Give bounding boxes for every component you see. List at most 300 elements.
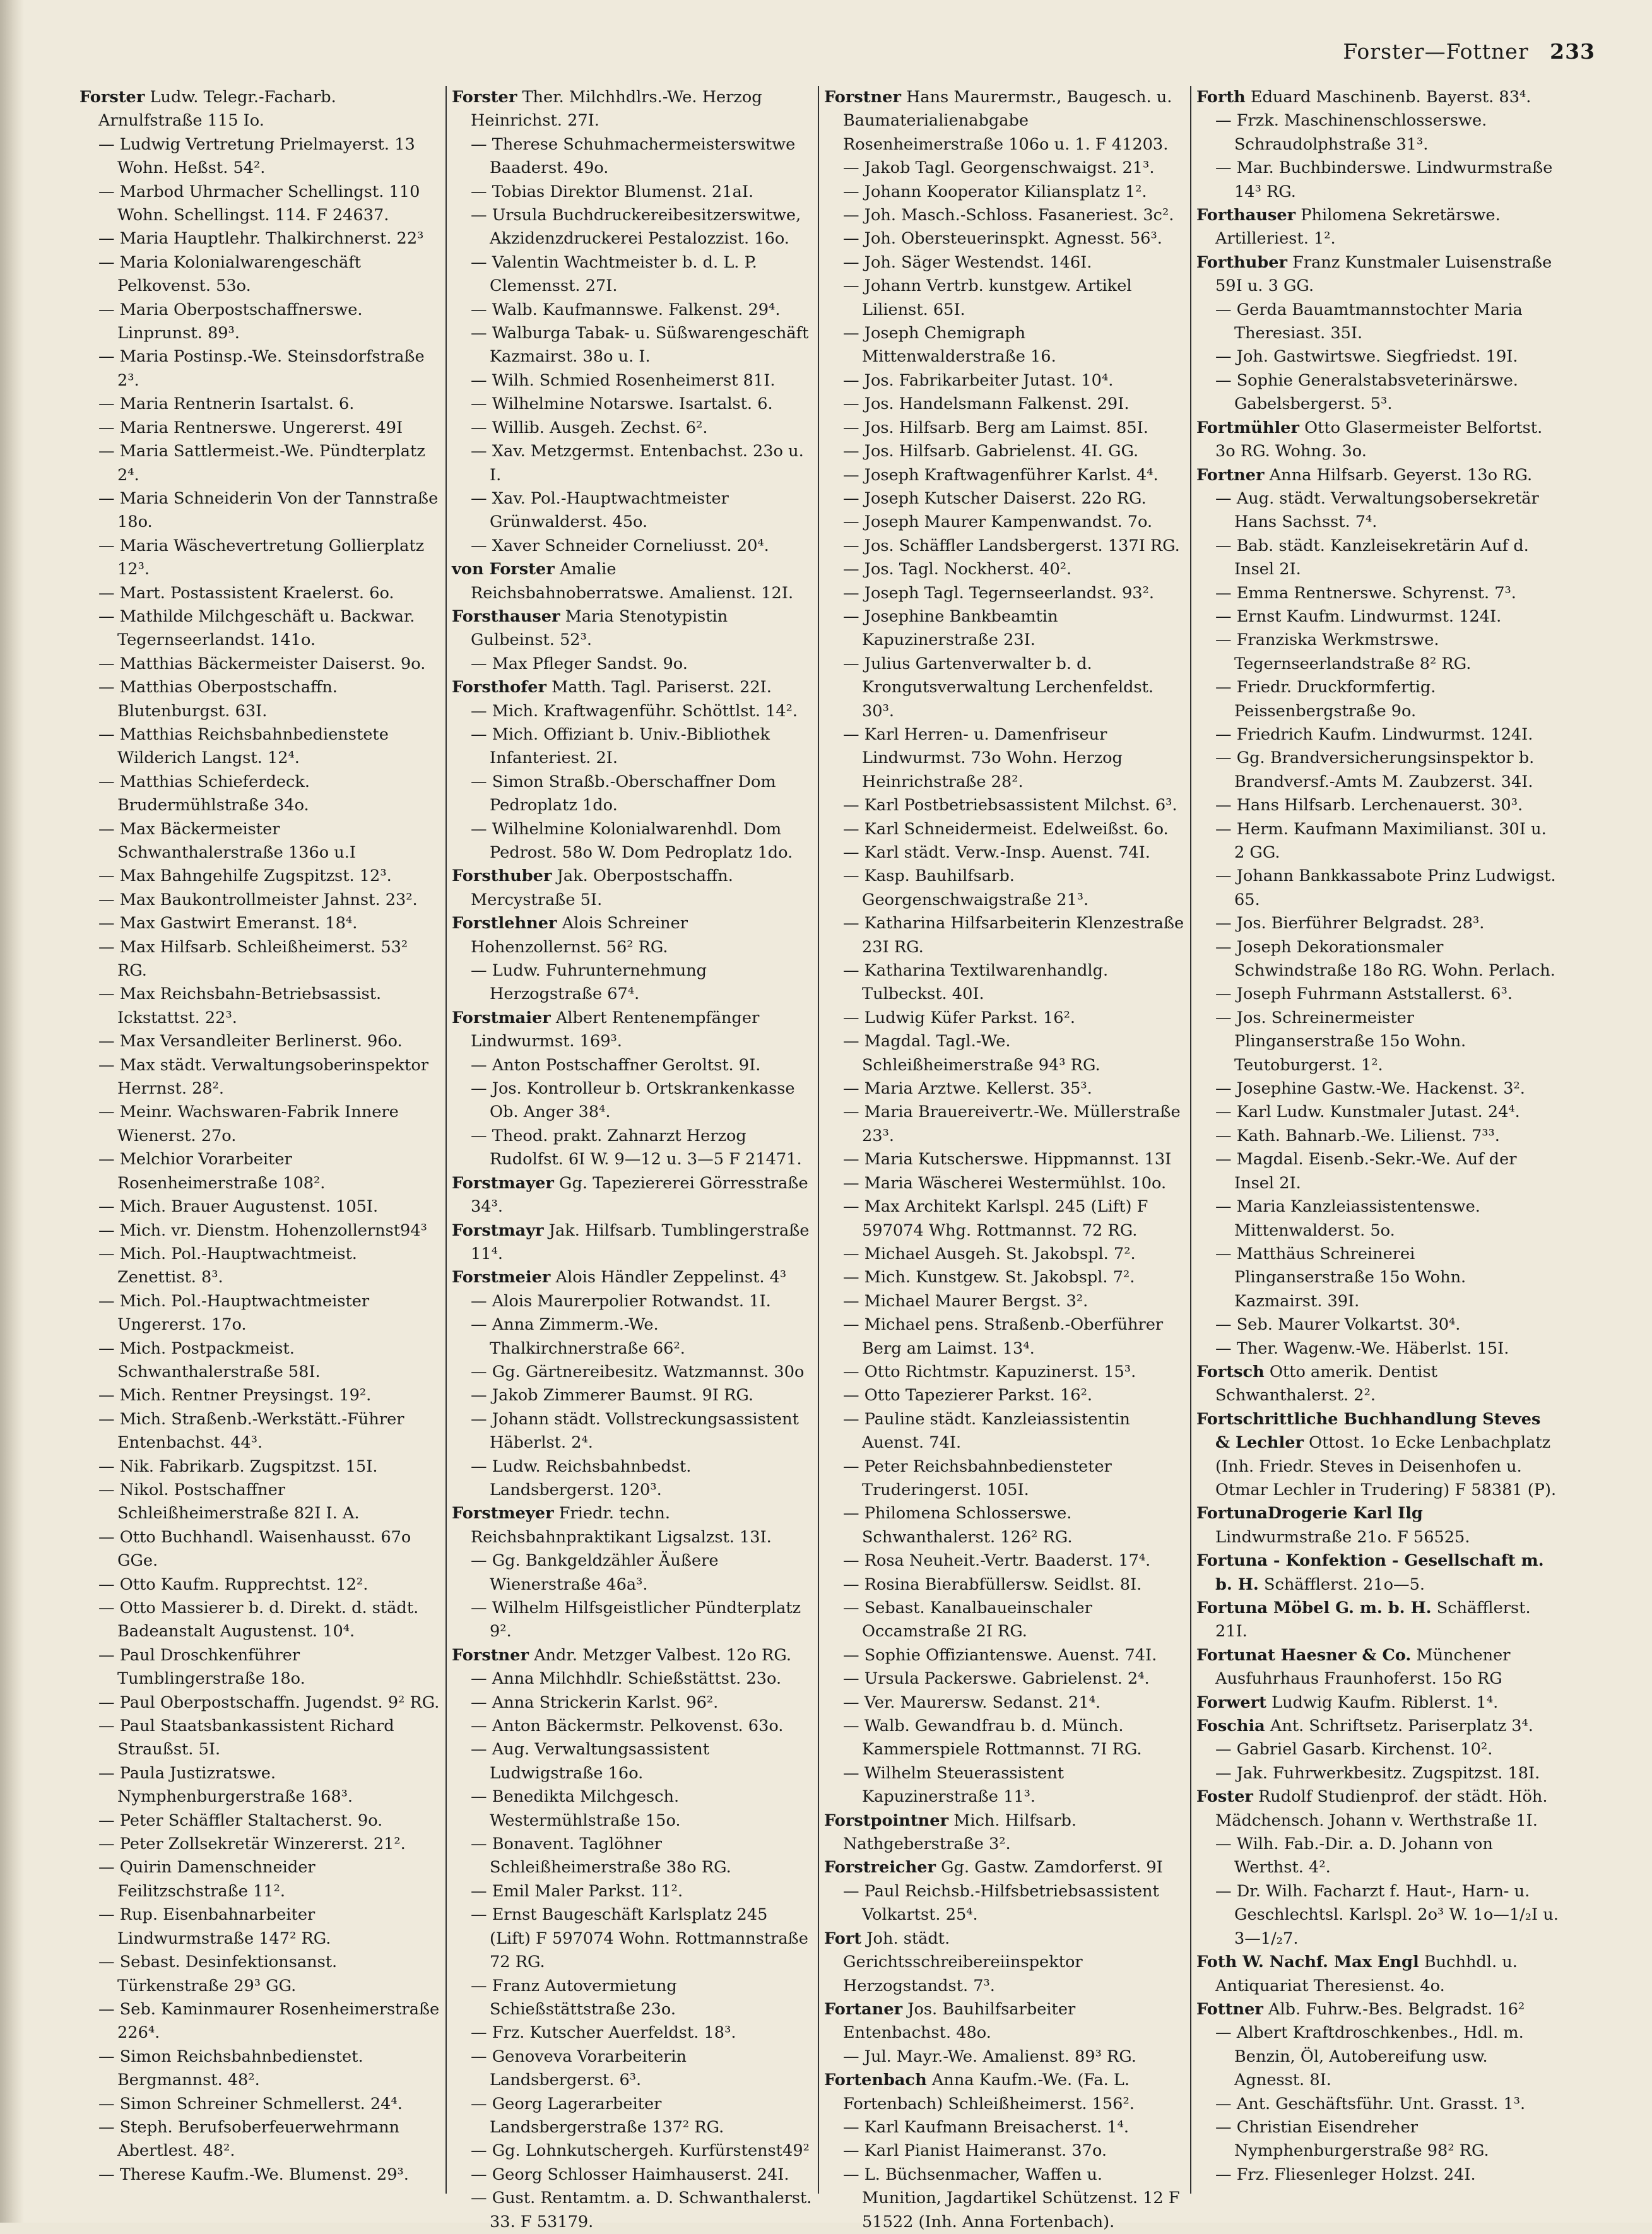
directory-entry <box>452 180 813 204</box>
directory-entry <box>80 653 440 676</box>
directory-entry <box>80 1408 440 1455</box>
entry-details: — Ursula Buchdruckereibesitzerswitwe, Akzidenzdruckerei Pestalozzist. 16o. <box>471 206 801 249</box>
entry-details: — Joh. Säger Westendst. 146I. <box>843 252 1092 272</box>
directory-entry <box>1196 936 1559 983</box>
entry-surname: Forthuber <box>1196 252 1288 272</box>
directory-entry <box>824 1455 1185 1503</box>
entry-details: — Matthäus Schreinerei Plinganserstraße 15o Wohn. Kazmairst. 39I. <box>1215 1244 1466 1311</box>
directory-entry <box>80 771 440 818</box>
entry-details: — Anton Bäckermstr. Pelkovenst. 63o. <box>471 1717 784 1736</box>
entry-details: — Meinr. Wachswaren-Fabrik Innere Wienerst. 27o. <box>98 1102 399 1145</box>
directory-entry <box>824 794 1185 817</box>
entry-surname: Forstmeier <box>452 1268 551 1287</box>
entry-details: — Rosina Bierabfüllersw. Seidlst. 8I. <box>843 1575 1142 1594</box>
entry-details: Matth. Tagl. Pariserst. 22I. <box>552 678 772 697</box>
directory-entry <box>1196 1762 1559 1785</box>
page-binding-edge <box>0 0 24 2223</box>
directory-entry <box>824 1502 1185 1549</box>
entry-details: — Maria Rentnerswe. Ungererst. 49I <box>98 418 403 437</box>
entry-details: — Kath. Bahnarb.-We. Lilienst. 7³³. <box>1215 1126 1500 1145</box>
entry-details: — Maria Kutscherswe. Hippmannst. 13I <box>843 1150 1172 1169</box>
directory-entry <box>1196 1361 1559 1408</box>
entry-details: — Mich. Rentner Preysingst. 19². <box>98 1386 372 1405</box>
directory-entry <box>1196 2021 1559 2092</box>
entry-details: — Mathilde Milchgeschäft u. Backwar. Tegernseerlandst. 141o. <box>98 606 415 650</box>
entry-details: — Max Baukontrollmeister Jahnst. 23². <box>98 890 418 909</box>
entry-details: — Mich. Kraftwagenführ. Schöttlst. 14². <box>471 701 798 721</box>
entry-details: — Melchior Vorarbeiter Rosenheimerstraße 108². <box>98 1150 326 1193</box>
directory-entry <box>80 865 440 888</box>
directory-entry <box>452 723 813 771</box>
directory-entry <box>80 1715 440 1762</box>
directory-entry <box>824 1809 1185 1857</box>
directory-entry <box>80 133 440 180</box>
entry-surname: von Forster <box>452 560 555 579</box>
entry-details: — Karl Herren- u. Damenfriseur Lindwurmst. 73o Wohn. Herzog Heinrichstraße 28². <box>843 724 1123 791</box>
directory-entry <box>80 1597 440 1644</box>
directory-entry <box>824 1880 1185 1927</box>
directory-entry <box>1196 1691 1559 1715</box>
entry-details: — Willib. Ausgeh. Zechst. 6². <box>471 418 708 437</box>
entry-details: — Gg. Brandversicherungsinspektor b. Brandversf.-Amts M. Zaubzerst. 34I. <box>1215 748 1535 791</box>
directory-entry <box>1196 818 1559 865</box>
directory-entry <box>452 1715 813 1738</box>
entry-surname: Forstreicher <box>824 1858 936 1877</box>
directory-entry <box>452 1975 813 2022</box>
entry-details: — Paul Staatsbankassistent Richard Straußst. 5I. <box>98 1717 394 1759</box>
directory-entry <box>80 1691 440 1715</box>
directory-entry <box>824 912 1185 959</box>
directory-entry <box>452 2163 813 2187</box>
entry-details: Rudolf Studienprof. der städt. Höh. Mädchensch. Johann v. Werthstraße 1I. <box>1215 1787 1548 1830</box>
directory-entry <box>80 1455 440 1479</box>
directory-entry <box>80 1219 440 1243</box>
directory-entry <box>80 2116 440 2163</box>
entry-details: — Gabriel Gasarb. Kirchenst. 10². <box>1215 1740 1493 1759</box>
entry-details: — Matthias Reichsbahnbedienstete Wilderich Langst. 12⁴. <box>98 724 389 768</box>
entry-details: Hans Maurermstr., Baugesch. u. Baumaterialienabgabe Rosenheimerstraße 106o u. 1. F 41203. <box>843 88 1172 154</box>
directory-entry <box>452 133 813 180</box>
entry-details: Otto amerik. Dentist Schwanthalerst. 2². <box>1215 1362 1437 1405</box>
directory-entry <box>1196 1998 1559 2021</box>
entry-details: — Joseph Kutscher Daiserst. 22o RG. <box>843 488 1147 508</box>
entry-details: — Mich. Pol.-Hauptwachtmeister Ungererst. 17o. <box>98 1291 370 1335</box>
directory-entry <box>452 1172 813 1219</box>
entry-details: Maria Stenotypistin Gulbeinst. 52³. <box>471 606 728 650</box>
directory-entry <box>1196 1195 1559 1243</box>
entry-details: — Matthias Oberpostschaffn. Blutenburgst. 63I. <box>98 678 338 721</box>
directory-entry <box>1196 983 1559 1006</box>
directory-entry <box>80 345 440 393</box>
directory-entry <box>452 1290 813 1313</box>
entry-details: — Johann Kooperator Kiliansplatz 1². <box>843 182 1147 201</box>
directory-entry <box>1196 1951 1559 1998</box>
directory-entry <box>824 511 1185 534</box>
directory-entry <box>80 393 440 416</box>
entry-details: — Max Gastwirt Emeranst. 18⁴. <box>98 914 358 933</box>
entry-details: — Mich. vr. Dienstm. Hohenzollernst94³ <box>98 1220 427 1240</box>
directory-entry <box>80 1030 440 1053</box>
entry-details: — Johann Vertrb. kunstgew. Artikel Lilienst. 65I. <box>843 276 1132 319</box>
entry-details: — Otto Kaufm. Rupprechtst. 12². <box>98 1575 369 1594</box>
entry-details: — Joseph Chemigraph Mittenwalderstraße 16. <box>843 324 1056 367</box>
entry-details: — Mich. Kunstgew. St. Jakobspl. 7². <box>843 1268 1135 1287</box>
directory-entry <box>80 1101 440 1148</box>
entry-details: — Therese Schuhmachermeisterswitwe Baaderst. 49o. <box>471 134 796 178</box>
entry-details: — Xav. Pol.-Hauptwachtmeister Grünwalderst. 45o. <box>471 488 729 532</box>
entry-details: — Peter Schäffler Staltacherst. 9o. <box>98 1811 383 1830</box>
entry-details: — Mart. Postassistent Kraelerst. 6o. <box>98 583 394 603</box>
entry-details: — Bab. städt. Kanzleisekretärin Auf d. Insel 2I. <box>1215 536 1529 579</box>
directory-entry <box>1196 464 1559 487</box>
entry-details: — Georg Lagerarbeiter Landsbergerstraße 137² RG. <box>471 2094 724 2137</box>
directory-entry <box>1196 1243 1559 1313</box>
entry-details: Lindwurmstraße 21o. F 56525. <box>1215 1527 1470 1547</box>
column-2 <box>447 86 819 2231</box>
directory-entry <box>452 1007 813 1054</box>
entry-surname: Foschia <box>1196 1717 1265 1736</box>
directory-entry <box>1196 1007 1559 1077</box>
directory-entry <box>824 1597 1185 1644</box>
entry-details: — Max Hilfsarb. Schleißheimerst. 53² RG. <box>98 937 408 981</box>
directory-entry <box>1196 2093 1559 2116</box>
entry-details: — Wilhelmine Notarswe. Isartalst. 6. <box>471 394 773 414</box>
entry-details: — Jos. Hilfsarb. Gabrielenst. 4I. GG. <box>843 442 1139 461</box>
directory-entry <box>80 676 440 723</box>
directory-entry <box>1196 1549 1559 1597</box>
directory-entry <box>80 2093 440 2116</box>
entry-details: — Nik. Fabrikarb. Zugspitzst. 15I. <box>98 1457 378 1476</box>
entry-details: — Max Pfleger Sandst. 9o. <box>471 654 688 673</box>
directory-entry <box>80 2163 440 2187</box>
entry-surname: Forth <box>1196 88 1246 107</box>
entry-details: — Jos. Handelsmann Falkenst. 29I. <box>843 394 1130 414</box>
directory-entry <box>824 1715 1185 1762</box>
directory-entry <box>824 464 1185 487</box>
entry-details: — Genoveva Vorarbeiterin Landsbergerst. 6³. <box>471 2047 687 2090</box>
entry-details: Jak. Oberpostschaffn. Mercystraße 5I. <box>471 866 733 909</box>
entry-details: — Hans Hilfsarb. Lerchenauerst. 30³. <box>1215 796 1523 815</box>
directory-entry <box>824 2139 1185 2163</box>
entry-details: — Mar. Buchbinderswe. Lindwurmstraße 14³ RG. <box>1215 158 1553 201</box>
entry-details: Eduard Maschinenb. Bayerst. 83⁴. <box>1250 88 1531 107</box>
entry-details: — Sebast. Desinfektionsanst. Türkenstraße 29³ GG. <box>98 1953 338 1995</box>
directory-entry <box>1196 1101 1559 1124</box>
directory-entry <box>824 605 1185 653</box>
directory-entry <box>824 2116 1185 2139</box>
entry-details: — Jakob Zimmerer Baumst. 9I RG. <box>471 1386 754 1405</box>
directory-entry <box>80 1856 440 1903</box>
entry-surname: Fort <box>824 1929 862 1948</box>
column-4 <box>1191 86 1564 2194</box>
entry-surname: FortunaDrogerie Karl Ilg <box>1196 1504 1423 1523</box>
directory-entry <box>80 1384 440 1407</box>
entry-details: — Alois Maurerpolier Rotwandst. 1I. <box>471 1291 771 1311</box>
directory-entry <box>824 227 1185 251</box>
entry-details: Gg. Tapeziererei Görresstraße 34³. <box>471 1173 808 1217</box>
entry-details: — Maria Sattlermeist.-We. Pündterplatz 2⁴. <box>98 442 425 485</box>
entry-details: — Xav. Metzgermst. Entenbachst. 23o u. I. <box>471 442 804 485</box>
entry-details: — Emma Rentnerswe. Schyrenst. 7³. <box>1215 583 1516 603</box>
entry-details: — Anton Postschaffner Geroltst. 9I. <box>471 1055 761 1075</box>
directory-entry <box>80 1903 440 1951</box>
entry-details: — Xaver Schneider Corneliusst. 20⁴. <box>471 536 769 555</box>
entry-details: — Nikol. Postschaffner Schleißheimerstraße 82I I. A. <box>98 1480 360 1523</box>
entry-details: — Quirin Damenschneider Feilitzschstraße 11². <box>98 1858 316 1901</box>
entry-details: — Maria Schneiderin Von der Tannstraße 18o. <box>98 488 439 532</box>
directory-entry <box>1196 629 1559 676</box>
directory-entry <box>452 1408 813 1455</box>
entry-details: — Matthias Bäckermeister Daiserst. 9o. <box>98 654 426 673</box>
directory-entry <box>80 251 440 298</box>
directory-entry <box>452 1502 813 1549</box>
entry-details: — Walburga Tabak- u. Süßwarengeschäft Kazmairst. 38o u. I. <box>471 324 809 367</box>
directory-entry <box>1196 1148 1559 1195</box>
entry-details: — Aug. Verwaltungsassistent Ludwigstraße 16o. <box>471 1740 710 1783</box>
entry-details: — Paul Oberpostschaffn. Jugendst. 9² RG. <box>98 1693 440 1712</box>
entry-details: — Max Bäckermeister Schwanthalerstraße 136o u.I <box>98 819 357 862</box>
entry-details: — Rup. Eisenbahnarbeiter Lindwurmstraße 147² RG. <box>98 1905 331 1948</box>
entry-surname: Fortunat Haesner & Co. <box>1196 1645 1412 1665</box>
entry-details: — Franziska Werkmstrswe. Tegernseerlandstraße 8² RG. <box>1215 630 1472 673</box>
directory-entry <box>452 535 813 558</box>
entry-details: — Christian Eisendreher Nymphenburgerstraße 98² RG. <box>1215 2117 1489 2161</box>
entry-details: — Karl Pianist Haimeranst. 37o. <box>843 2141 1107 2161</box>
entry-details: — Matthias Schieferdeck. Brudermühlstraße 34o. <box>98 772 310 815</box>
directory-entry <box>824 180 1185 204</box>
directory-entry <box>824 723 1185 794</box>
directory-entry <box>1196 2163 1559 2187</box>
directory-entry <box>452 1738 813 1785</box>
entry-details: — Peter Zollsekretär Winzererst. 21². <box>98 1835 406 1854</box>
directory-entry <box>1196 1715 1559 1738</box>
entry-details: — Steph. Berufsoberfeuerwehrmann Abertlest. 48². <box>98 2117 400 2161</box>
entry-details: — Josephine Bankbeamtin Kapuzinerstraße 23I. <box>843 606 1058 650</box>
directory-entry <box>452 1833 813 1880</box>
entry-surname: Forstmeyer <box>452 1504 554 1523</box>
directory-entry <box>452 1219 813 1267</box>
entry-surname: Forsthofer <box>452 678 547 697</box>
entry-details: — Friedrich Kaufm. Lindwurmst. 124I. <box>1215 724 1533 744</box>
directory-entry <box>824 582 1185 605</box>
entry-details: Joh. städt. Gerichtsschreibereiinspektor Herzogstandst. 7³. <box>843 1929 1083 1995</box>
entry-details: Ludw. Telegr.-Facharb. Arnulfstraße 115 Io. <box>98 88 336 131</box>
entry-details: — Frzk. Maschinenschlosserswe. Schraudolphstraße 31³. <box>1215 111 1487 154</box>
directory-entry <box>80 1195 440 1219</box>
entry-details: — Johann städt. Vollstreckungsassistent Häberlst. 2⁴. <box>471 1409 799 1453</box>
entry-details: — Wilh. Schmied Rosenheimerst 81I. <box>471 370 776 390</box>
entry-details: — Gg. Lohnkutschergeh. Kurfürstenst49² <box>471 2141 810 2161</box>
directory-entry <box>824 393 1185 416</box>
directory-entry <box>1196 535 1559 582</box>
entry-details: — Simon Schreiner Schmellerst. 24⁴. <box>98 2094 403 2113</box>
entry-details: — Gust. Rentamtm. a. D. Schwanthalerst. 33. F 53179. <box>471 2189 812 2231</box>
directory-entry <box>452 2093 813 2140</box>
directory-entry <box>1196 251 1559 298</box>
directory-entry <box>452 417 813 440</box>
entry-details: Anna Hilfsarb. Geyerst. 13o RG. <box>1269 465 1533 485</box>
entry-details: — L. Büchsenmacher, Waffen u. Munition, Jagdartikel Schützenst. 12 F 51522 (Inh. Anna Fortenbach). <box>843 2165 1180 2231</box>
entry-details: — Max städt. Verwaltungsoberinspektor Herrnst. 28². <box>98 1055 428 1099</box>
entry-details: Ludwig Kaufm. Riblerst. 1⁴. <box>1271 1693 1499 1712</box>
directory-entry <box>1196 676 1559 723</box>
directory-entry <box>824 1573 1185 1597</box>
directory-entry <box>80 818 440 865</box>
directory-entry <box>824 1195 1185 1243</box>
entry-details: — Wilhelmine Kolonialwarenhdl. Dom Pedrost. 58o W. Dom Pedroplatz 1do. <box>471 819 793 862</box>
entry-surname: Fortsch <box>1196 1362 1265 1381</box>
directory-entry <box>1196 417 1559 464</box>
directory-entry <box>452 204 813 251</box>
page-number: 233 <box>1550 39 1595 64</box>
directory-entry <box>1196 369 1559 417</box>
entry-details: — Maria Rentnerin Isartalst. 6. <box>98 394 355 414</box>
entry-surname: Fortuna - Konfektion - Gesellschaft m. b. H. <box>1196 1551 1544 1594</box>
entry-details: — Jos. Schreinermeister Plinganserstraße 15o Wohn. Teutoburgerst. 1². <box>1215 1008 1466 1075</box>
entry-details: — Max Reichsbahn-Betriebsassist. Ickstattst. 22³. <box>98 984 382 1027</box>
entry-details: Andr. Metzger Valbest. 12o RG. <box>534 1645 791 1665</box>
entry-details: — Jos. Bierführer Belgradst. 28³. <box>1215 914 1485 933</box>
directory-entry <box>824 1408 1185 1455</box>
directory-entry <box>1196 1408 1559 1503</box>
entry-details: — Ursula Packerswe. Gabrielenst. 2⁴. <box>843 1669 1150 1689</box>
entry-surname: Forsthuber <box>452 866 552 886</box>
directory-entry <box>824 251 1185 275</box>
directory-entry <box>1196 912 1559 935</box>
entry-details: — Gerda Bauamtmannstochter Maria Theresiast. 35I. <box>1215 300 1523 343</box>
entry-details: Philomena Sekretärswe. Artilleriest. 1². <box>1215 206 1501 249</box>
directory-entry <box>824 1384 1185 1407</box>
entry-details: — Maria Wäscherei Westermühlst. 10o. <box>843 1173 1167 1193</box>
directory-entry <box>1196 1785 1559 1833</box>
directory-entry <box>1196 605 1559 629</box>
directory-entry <box>1196 1833 1559 1880</box>
directory-entry <box>452 1054 813 1077</box>
entry-details: — Jakob Tagl. Georgenschwaigst. 21³. <box>843 158 1155 178</box>
entry-details: Buchhdl. u. Antiquariat Theresienst. 4o. <box>1215 1953 1518 1995</box>
entry-details: — Aug. städt. Verwaltungsobersekretär Hans Sachsst. 7⁴. <box>1215 488 1539 532</box>
directory-entry <box>452 1597 813 1644</box>
directory-entry <box>80 180 440 228</box>
entry-details: — Ludwig Küfer Parkst. 16². <box>843 1008 1075 1027</box>
entry-surname: Fortschrittliche Buchhandlung Steves & Lechler <box>1196 1409 1541 1453</box>
entry-surname: Fortuna Möbel G. m. b. H. <box>1196 1599 1432 1617</box>
directory-entry <box>824 369 1185 393</box>
entry-details: — Friedr. Druckformfertig. Peissenbergstraße 9o. <box>1215 678 1436 721</box>
directory-entry <box>824 1667 1185 1691</box>
entry-details: — Benedikta Milchgesch. Westermühlstraße 15o. <box>471 1787 681 1830</box>
directory-entry <box>452 369 813 393</box>
column-3 <box>819 86 1191 2231</box>
entry-details: — Maria Kolonialwarengeschäft Pelkovenst. 53o. <box>98 252 362 296</box>
directory-entry <box>1196 1597 1559 1644</box>
directory-entry <box>1196 1880 1559 1951</box>
entry-details: — Paul Droschkenführer Tumblingerstraße 18o. <box>98 1645 305 1689</box>
directory-entry <box>452 1903 813 1974</box>
entry-details: — Jos. Tagl. Nockherst. 40². <box>843 560 1072 579</box>
entry-details: Alb. Fuhrw.-Bes. Belgradst. 16² <box>1268 1999 1525 2019</box>
entry-details: Alois Schreiner Hohenzollernst. 56² RG. <box>471 914 688 957</box>
directory-entry <box>452 2021 813 2045</box>
directory-entry <box>824 322 1185 369</box>
entry-details: — Joseph Kraftwagenführer Karlst. 4⁴. <box>843 465 1159 485</box>
directory-entry <box>1196 1738 1559 1761</box>
directory-entry <box>824 1313 1185 1361</box>
directory-entry <box>80 1833 440 1856</box>
entry-details: — Joseph Dekorationsmaler Schwindstraße 18o RG. Wohn. Perlach. <box>1215 937 1555 981</box>
directory-entry <box>824 275 1185 322</box>
directory-entry <box>452 1455 813 1503</box>
directory-entry <box>80 983 440 1030</box>
directory-entry <box>452 2045 813 2093</box>
entry-details: — Johann Bankkassabote Prinz Ludwigst. 65. <box>1215 866 1556 909</box>
entry-surname: Forstmayer <box>452 1173 554 1193</box>
directory-entry <box>452 676 813 699</box>
entry-details: Ottost. 1o Ecke Lenbachplatz (Inh. Friedr. Steves in Deisenhofen u. Otmar Lechler in Trudering) F 58381 (P). <box>1215 1433 1557 1499</box>
entry-details: — Karl Schneidermeist. Edelweißst. 6o. <box>843 819 1169 839</box>
entry-details: — Jul. Mayr.-We. Amalienst. 89³ RG. <box>843 2047 1136 2066</box>
directory-entry <box>80 2045 440 2093</box>
entry-surname: Fottner <box>1196 1999 1263 2019</box>
directory-entry <box>452 1549 813 1597</box>
entry-details: — Walb. Kaufmannswe. Falkenst. 29⁴. <box>471 300 781 319</box>
entry-details: — Mich. Brauer Augustenst. 105I. <box>98 1197 379 1217</box>
directory-entry <box>1196 487 1559 535</box>
directory-entry <box>452 487 813 535</box>
entry-details: — Joh. Gastwirtswe. Siegfriedst. 19I. <box>1215 347 1518 367</box>
directory-entry <box>80 582 440 605</box>
entry-details: — Wilhelm Hilfsgeistlicher Pündterplatz 9². <box>471 1599 801 1641</box>
entry-details: — Anna Strickerin Karlst. 96². <box>471 1693 719 1712</box>
directory-entry <box>452 1125 813 1172</box>
entry-surname: Forsthauser <box>452 606 560 626</box>
entry-details: Jak. Hilfsarb. Tumblingerstraße 11⁴. <box>471 1220 810 1263</box>
entry-details: — Maria Brauereivertr.-We. Müllerstraße 23³. <box>843 1102 1181 1145</box>
entry-details: — Otto Richtmstr. Kapuzinerst. 15³. <box>843 1362 1136 1381</box>
directory-entry <box>80 298 440 346</box>
entry-details: — Karl städt. Verw.-Insp. Auenst. 74I. <box>843 843 1150 862</box>
directory-entry <box>824 1266 1185 1289</box>
entry-details: — Gg. Gärtnereibesitz. Watzmannst. 30o <box>471 1362 805 1381</box>
directory-entry <box>452 251 813 298</box>
entry-details: Friedr. techn. Reichsbahnpraktikant Ligsalzst. 13I. <box>471 1504 772 1547</box>
entry-details: — Therese Kaufm.-We. Blumenst. 29³. <box>98 2165 409 2184</box>
entry-details: — Joseph Fuhrmann Aststallerst. 6³. <box>1215 984 1513 1004</box>
directory-entry <box>824 1361 1185 1384</box>
directory-entry <box>80 936 440 983</box>
directory-entry <box>1196 86 1559 109</box>
directory-entry <box>80 440 440 487</box>
directory-entry <box>824 2163 1185 2234</box>
directory-entry <box>80 1290 440 1337</box>
entry-surname: Fortaner <box>824 1999 903 2019</box>
directory-entry <box>452 1667 813 1691</box>
entry-details: — Anna Milchhdlr. Schießstättst. 23o. <box>471 1669 782 1689</box>
entry-details: Münchener Ausfuhrhaus Fraunhoferst. 15o RG <box>1215 1645 1511 1689</box>
entry-surname: Fortner <box>1196 465 1265 485</box>
directory-entry <box>1196 747 1559 794</box>
directory-entry <box>452 1644 813 1667</box>
entry-details: — Frz. Kutscher Auerfeldst. 18³. <box>471 2023 736 2043</box>
directory-entry <box>824 1101 1185 1148</box>
directory-entry <box>452 865 813 912</box>
entry-details: — Dr. Wilh. Facharzt f. Haut-, Harn- u. Geschlechtsl. Karlspl. 2o³ W. 1o—1/₂I u. 3—1/₂7. <box>1215 1881 1559 1948</box>
directory-entry <box>824 417 1185 440</box>
directory-entry <box>824 1172 1185 1195</box>
entry-details: — Sophie Offiziantenswe. Auenst. 74I. <box>843 1645 1157 1665</box>
entry-details: — Max Bahngehilfe Zugspitzst. 12³. <box>98 866 392 886</box>
entry-details: — Simon Straßb.-Oberschaffner Dom Pedroplatz 1do. <box>471 772 776 815</box>
